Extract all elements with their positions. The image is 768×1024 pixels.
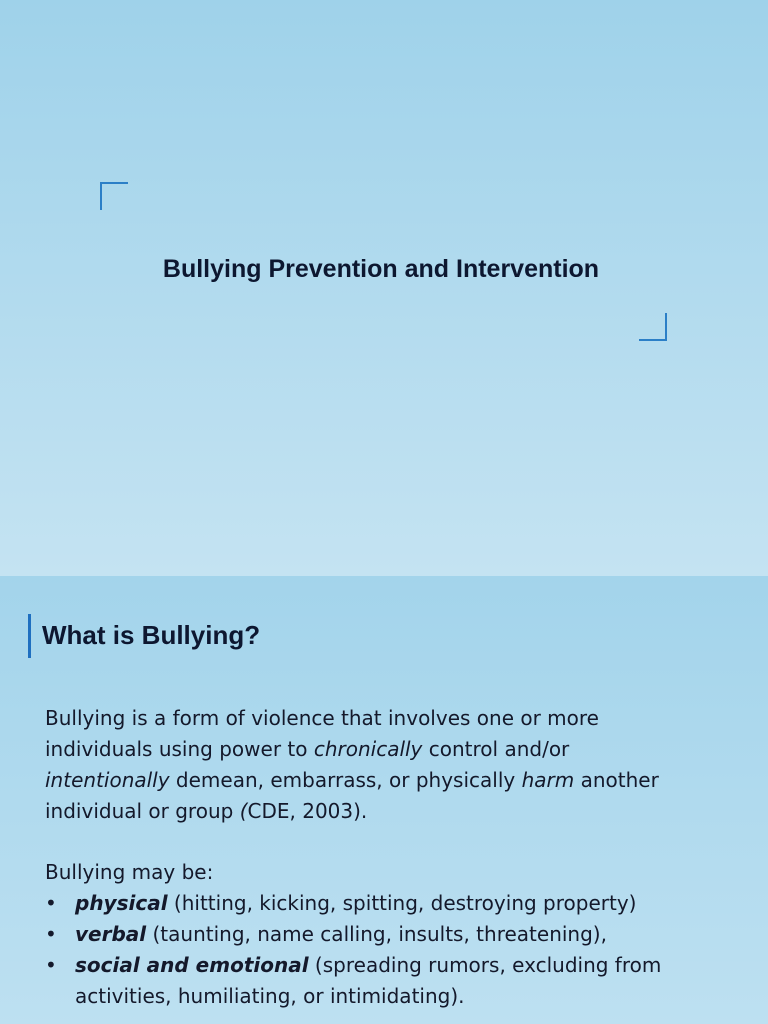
- bullet-icon: •: [45, 953, 57, 977]
- list-item-social-emotional: • social and emotional (spreading rumors, excluding from activities, humiliating, or intimidating).: [45, 950, 735, 1012]
- definition-line: Bullying is a form of violence that involves one or more: [45, 706, 599, 730]
- corner-bracket-top-left: [100, 182, 128, 210]
- slide-title: Bullying Prevention and Intervention: [162, 255, 600, 283]
- bullying-types-list: [45, 857, 735, 1012]
- body-text: [45, 703, 735, 1012]
- list-intro: Bullying may be:: [45, 860, 214, 884]
- list-item-verbal: • verbal (taunting, name calling, insults, threatening),: [45, 919, 735, 950]
- definition-line: individuals using power to chronically control and/or: [45, 737, 570, 761]
- title-accent-bar: [28, 614, 31, 658]
- definition-line: intentionally demean, embarrass, or physically harm another: [45, 768, 659, 792]
- list-item-physical: • physical (hitting, kicking, spitting, destroying property): [45, 888, 735, 919]
- section-title: What is Bullying?: [42, 620, 261, 650]
- bullet-icon: •: [45, 891, 57, 915]
- definition-line: individual or group (CDE, 2003).: [45, 799, 368, 823]
- corner-bracket-bottom-right: [639, 313, 667, 341]
- bullet-icon: •: [45, 922, 57, 946]
